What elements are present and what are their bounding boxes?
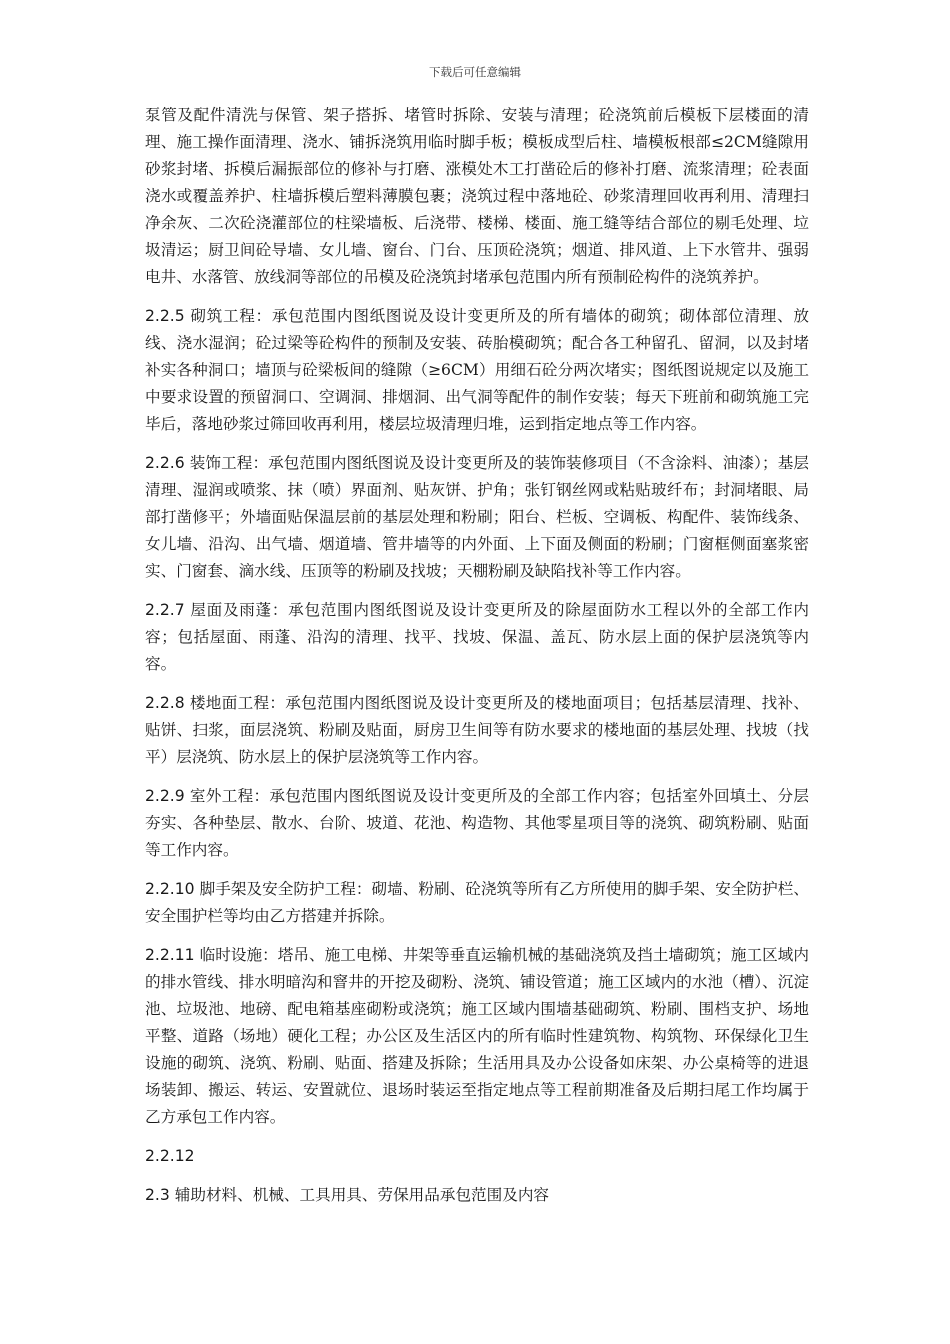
section-2-2-11 [145,942,809,1131]
section-2-3 [145,1182,809,1209]
section-2-2-9 [145,783,809,864]
paragraph-continuation [145,102,809,291]
section-2-2-5 [145,303,809,438]
section-number: 2.2.10 [145,880,195,898]
paragraph-text: 砌筑工程：承包范围内图纸图说及设计变更所及的所有墙体的砌筑；砌体部位清理、放线、浇水湿润；砼过梁等砼构件的预制及安装、砖胎模砌筑；配合各工种留孔、留洞，以及封堵补实各种洞口；墙顶与砼梁板间的缝隙（≥6CM）用细石砼分两次堵实；图纸图说规定以及施工中要求设置的预留洞口、空调洞、排烟洞、出气洞等配件的制作安装；每天下班前和砌筑施工完毕后，落地砂浆过筛回收再利用，楼层垃圾清理归堆，运到指定地点等工作内容。 [145,307,809,433]
paragraph-text: 室外工程：承包范围内图纸图说及设计变更所及的全部工作内容；包括室外回填土、分层夯实、各种垫层、散水、台阶、坡道、花池、构造物、其他零星项目等的浇筑、砌筑粉刷、贴面等工作内容。 [145,787,809,859]
paragraph-text: 泵管及配件清洗与保管、架子搭拆、堵管时拆除、安装与清理；砼浇筑前后模板下层楼面的清理、施工操作面清理、浇水、铺拆浇筑用临时脚手板；模板成型后柱、墙模板根部≤2CM缝隙用砂浆封堵、拆模后漏振部位的修补与打磨、涨模处木工打凿砼后的修补打磨、流浆清理；砼表面浇水或覆盖养护、柱墙拆模后塑料薄膜包裹；浇筑过程中落地砼、砂浆清理回收再利用、清理扫净余灰、二次砼浇灌部位的柱梁墙板、后浇带、楼梯、楼面、施工缝等结合部位的剔毛处理、垃圾清运；厨卫间砼导墙、女儿墙、窗台、门台、压顶砼浇筑；烟道、排风道、上下水管井、强弱电井、水落管、放线洞等部位的吊模及砼浇筑封堵承包范围内所有预制砼构件的浇筑养护。 [145,106,809,286]
section-number: 2.2.5 [145,307,185,325]
section-number: 2.2.9 [145,787,185,805]
document-body [145,102,809,1221]
section-number: 2.2.11 [145,946,195,964]
paragraph-text: 楼地面工程：承包范围内图纸图说及设计变更所及的楼地面项目；包括基层清理、找补、贴饼、扫浆，面层浇筑、粉刷及贴面，厨房卫生间等有防水要求的楼地面的基层处理、找坡（找平）层浇筑、防水层上的保护层浇筑等工作内容。 [145,694,809,766]
paragraph-text: 屋面及雨蓬：承包范围内图纸图说及设计变更所及的除屋面防水工程以外的全部工作内容；包括屋面、雨蓬、沿沟的清理、找平、找坡、保温、盖瓦、防水层上面的保护层浇筑等内容。 [145,601,809,673]
paragraph-text: 辅助材料、机械、工具用具、劳保用品承包范围及内容 [169,1186,550,1204]
paragraph-text: 临时设施：塔吊、施工电梯、井架等垂直运输机械的基础浇筑及挡土墙砌筑；施工区域内的排水管线、排水明暗沟和窨井的开挖及砌粉、浇筑、铺设管道；施工区域内的水池（槽）、沉淀池、垃圾池、地磅、配电箱基座砌粉或浇筑；施工区域内围墙基础砌筑、粉刷、围档支护、场地平整、道路（场地）硬化工程；办公区及生活区内的所有临时性建筑物、构筑物、环保绿化卫生设施的砌筑、浇筑、粉刷、贴面、搭建及拆除；生活用具及办公设备如床架、办公桌椅等的进退场装卸、搬运、转运、安置就位、退场时装运至指定地点等工程前期准备及后期扫尾工作均属于乙方承包工作内容。 [145,946,809,1126]
section-2-2-8 [145,690,809,771]
page-header: 下载后可任意编辑 [429,65,521,79]
section-2-2-10 [145,876,809,930]
section-2-2-7 [145,597,809,678]
section-number: 2.2.8 [145,694,185,712]
section-number: 2.3 [145,1186,170,1204]
section-number: 2.2.12 [145,1147,195,1165]
section-2-2-6 [145,450,809,585]
section-2-2-12 [145,1143,809,1170]
section-number: 2.2.7 [145,601,185,619]
section-number: 2.2.6 [145,454,185,472]
paragraph-text: 装饰工程：承包范围内图纸图说及设计变更所及的装饰装修项目（不含涂料、油漆）；基层清理、湿润或喷浆、抹（喷）界面剂、贴灰饼、护角；张钉钢丝网或粘贴玻纤布；封洞堵眼、局部打凿修平；外墙面贴保温层前的基层处理和粉刷；阳台、栏板、空调板、构配件、装饰线条、女儿墙、沿沟、出气墙、烟道墙、管井墙等的内外面、上下面及侧面的粉刷；门窗框侧面塞浆密实、门窗套、滴水线、压顶等的粉刷及找坡；天棚粉刷及缺陷找补等工作内容。 [145,454,809,580]
paragraph-text: 脚手架及安全防护工程：砌墙、粉刷、砼浇筑等所有乙方所使用的脚手架、安全防护栏、安全围护栏等均由乙方搭建并拆除。 [145,880,809,925]
